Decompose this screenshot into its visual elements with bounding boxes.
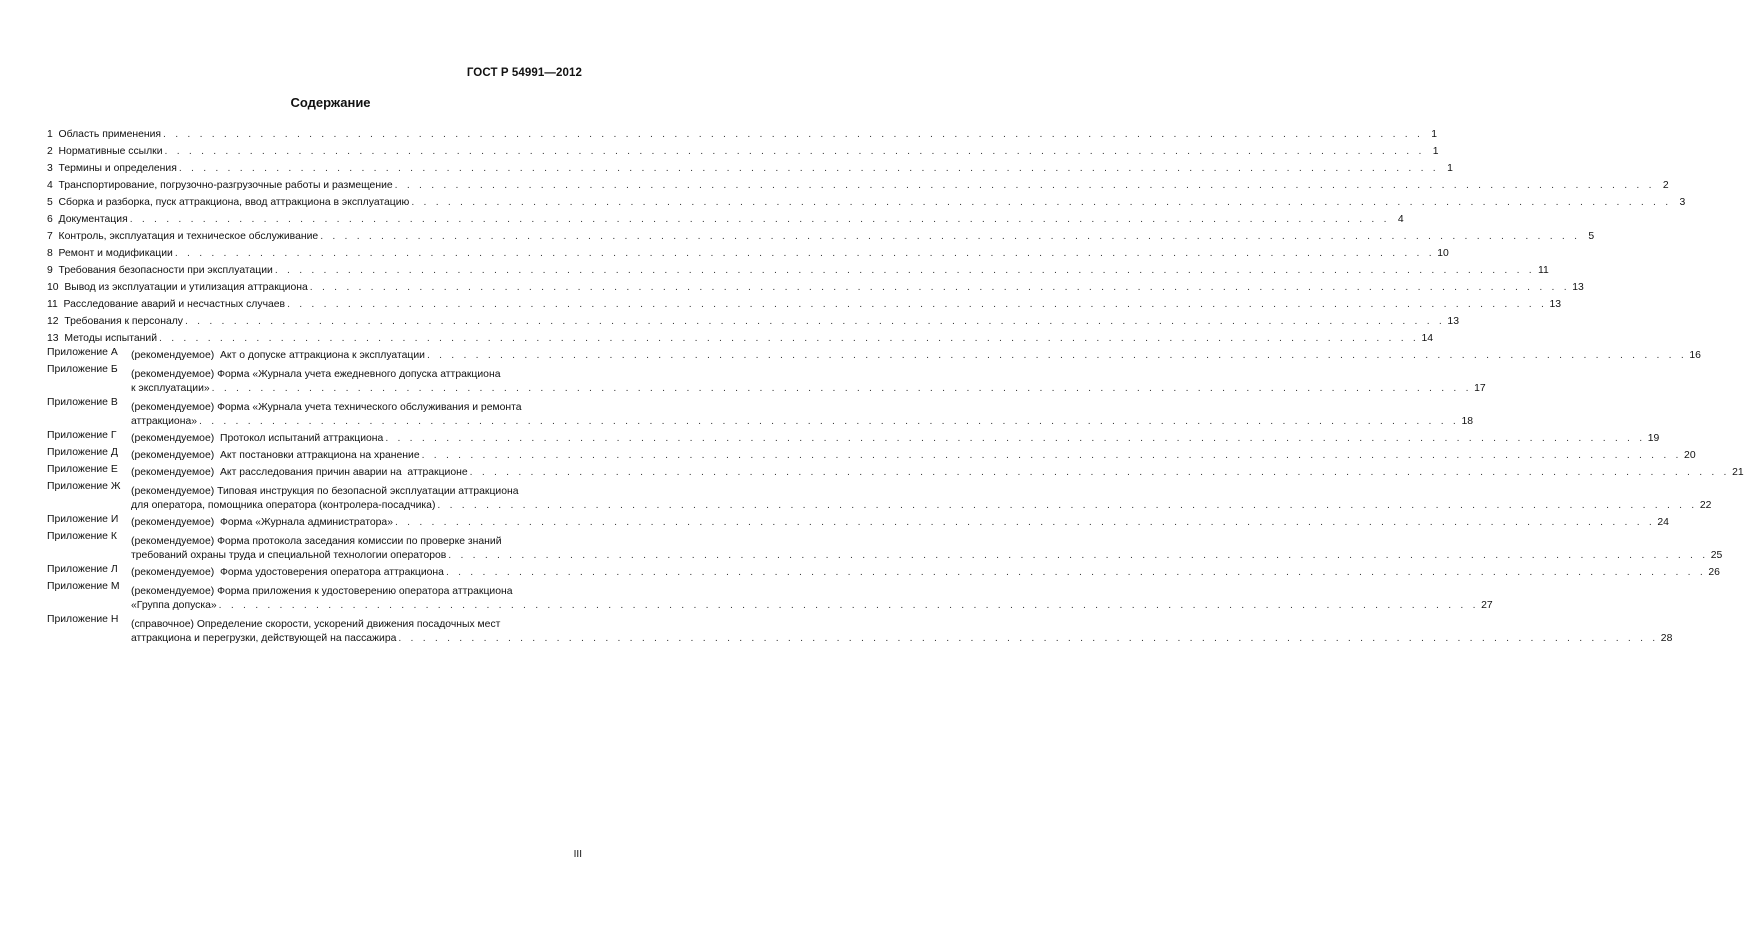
appendix-name: Приложение Ж [47, 481, 121, 492]
toc-entry-page: 22 [1699, 500, 1712, 511]
appendix-title: (рекомендуемое) Протокол испытаний аттракциона [131, 433, 384, 444]
toc-entry-page: 19 [1647, 433, 1660, 444]
toc-entry[interactable] [47, 329, 1433, 346]
toc-appendix[interactable] [47, 346, 1701, 363]
toc-entry-page: 25 [1710, 550, 1723, 561]
appendix-title-cont: «Группа допуска» [131, 600, 217, 611]
toc-entry[interactable] [47, 227, 1595, 244]
leader-dots [427, 349, 1687, 363]
table-of-contents [47, 125, 1744, 646]
toc-entry-label: 2 Нормативные ссылки [47, 146, 163, 157]
toc-entry[interactable] [47, 125, 1438, 142]
appendix-title: (рекомендуемое) Форма приложения к удостоверению оператора аттракциона [131, 586, 513, 597]
toc-appendix[interactable] [47, 530, 1723, 563]
appendix-name: Приложение Г [47, 430, 117, 441]
document-header: ГОСТ Р 54991—2012 [466, 67, 582, 79]
toc-appendix[interactable] [47, 580, 1493, 613]
toc-entry-page: 16 [1689, 350, 1701, 361]
toc-entry-page: 2 [1662, 180, 1669, 191]
toc-appendix[interactable] [47, 480, 1712, 513]
appendix-title-cont: требований охраны труда и специальной технологии операторов [131, 550, 447, 561]
leader-dots [212, 382, 1472, 396]
toc-entry-page: 1 [1432, 146, 1439, 157]
leader-dots [165, 145, 1425, 159]
toc-entry[interactable] [47, 210, 1404, 227]
leader-dots [163, 128, 1423, 142]
toc-entry[interactable] [47, 295, 1562, 312]
appendix-name: Приложение Л [47, 564, 118, 575]
toc-entry[interactable] [47, 261, 1549, 278]
toc-entry-page: 14 [1421, 333, 1433, 344]
leader-dots [422, 449, 1682, 463]
toc-entry-label: 13 Методы испытаний [47, 333, 158, 344]
toc-entry-page: 10 [1437, 248, 1449, 259]
leader-dots [398, 632, 1658, 646]
toc-entry-page: 1 [1447, 163, 1453, 174]
leader-dots [395, 516, 1655, 530]
toc-entry-page: 24 [1657, 517, 1669, 528]
toc-entry-page: 26 [1708, 567, 1720, 578]
toc-entry-page: 13 [1572, 282, 1584, 293]
appendix-name: Приложение А [47, 347, 118, 358]
toc-entry-page: 27 [1481, 600, 1493, 611]
leader-dots [395, 179, 1655, 193]
appendix-name: Приложение Д [47, 447, 118, 458]
toc-entry[interactable] [47, 312, 1459, 329]
toc-entry-page: 11 [1538, 265, 1549, 276]
toc-appendix[interactable] [47, 363, 1486, 396]
toc-entry-page: 18 [1461, 416, 1473, 427]
appendix-title: (рекомендуемое) Форма протокола заседания комиссии по проверке знаний [131, 536, 502, 547]
leader-dots [287, 298, 1547, 312]
toc-entry[interactable] [47, 278, 1584, 295]
toc-entry-label: 4 Транспортирование, погрузочно-разгрузочные работы и размещение [47, 180, 393, 191]
appendix-title-cont: аттракциона и перегрузки, действующей на пассажира [131, 633, 397, 644]
appendix-title-cont: для оператора, помощника оператора (контролера-посадчика) [131, 500, 436, 511]
toc-entry-page: 1 [1431, 129, 1438, 140]
leader-dots [219, 599, 1479, 613]
leader-dots [470, 466, 1730, 480]
toc-entry-page: 5 [1588, 231, 1595, 242]
toc-appendix[interactable] [47, 396, 1473, 429]
toc-appendix[interactable] [47, 613, 1673, 646]
toc-appendix[interactable] [47, 429, 1660, 446]
toc-entry-label: 7 Контроль, эксплуатация и техническое обслуживание [47, 231, 319, 242]
toc-appendix[interactable] [47, 513, 1669, 530]
leader-dots [446, 566, 1706, 580]
toc-appendix[interactable] [47, 563, 1720, 580]
toc-entry-page: 13 [1447, 316, 1459, 327]
toc-entry-label: 3 Термины и определения [47, 163, 177, 174]
toc-entry-page: 28 [1660, 633, 1673, 644]
toc-entry-label: 5 Сборка и разборка, пуск аттракциона, ввод аттракциона в эксплуатацию [47, 197, 410, 208]
appendix-title: (рекомендуемое) Форма «Журнала учета технического обслуживания и ремонта [131, 402, 522, 413]
appendix-title: (рекомендуемое) Форма удостоверения оператора аттракциона [131, 567, 444, 578]
appendix-name: Приложение К [47, 531, 117, 542]
appendix-name: Приложение И [47, 514, 119, 525]
leader-dots [199, 415, 1459, 429]
leader-dots [185, 315, 1445, 329]
appendix-name: Приложение М [47, 581, 120, 592]
leader-dots [179, 162, 1439, 176]
appendix-title: (рекомендуемое) Акт постановки аттракциона на хранение [131, 450, 420, 461]
page-title: Содержание [290, 95, 371, 110]
toc-entry-label: 1 Область применения [47, 129, 162, 140]
leader-dots [175, 247, 1435, 261]
appendix-name: Приложение Н [47, 614, 119, 625]
leader-dots [411, 196, 1671, 210]
appendix-title: (рекомендуемое) Форма «Журнала администратора» [131, 517, 393, 528]
toc-entry[interactable] [47, 142, 1439, 159]
appendix-title-cont: аттракциона» [131, 416, 198, 427]
appendix-title: (рекомендуемое) Акт расследования причин аварии на аттракционе [131, 467, 468, 478]
leader-dots [159, 332, 1419, 346]
toc-entry-label: 12 Требования к персоналу [47, 316, 183, 327]
appendix-name: Приложение Е [47, 464, 118, 475]
toc-entry[interactable] [47, 193, 1686, 210]
leader-dots [385, 432, 1645, 446]
appendix-name: Приложение В [47, 397, 118, 408]
appendix-title: (рекомендуемое) Типовая инструкция по безопасной эксплуатации аттракциона [131, 486, 519, 497]
toc-entry-label: 8 Ремонт и модификации [47, 248, 173, 259]
toc-entry-page: 17 [1474, 383, 1486, 394]
toc-entry-page: 4 [1397, 214, 1404, 225]
leader-dots [130, 213, 1390, 227]
page-number: III [573, 849, 582, 860]
appendix-name: Приложение Б [47, 364, 118, 375]
leader-dots [320, 230, 1580, 244]
toc-entry-page: 13 [1549, 299, 1562, 310]
appendix-title: (рекомендуемое) Форма «Журнала учета ежедневного допуска аттракциона [131, 369, 501, 380]
appendix-title: (рекомендуемое) Акт о допуске аттракциона к эксплуатации [131, 350, 425, 361]
toc-entry-label: 10 Вывод из эксплуатации и утилизация аттракциона [47, 282, 308, 293]
appendix-title-cont: к эксплуатации» [131, 383, 210, 394]
toc-entry-label: 6 Документация [47, 214, 128, 225]
leader-dots [310, 281, 1570, 295]
leader-dots [275, 264, 1535, 278]
toc-entry-page: 21 [1732, 467, 1744, 478]
appendix-title: (справочное) Определение скорости, ускорений движения посадочных мест [131, 619, 501, 630]
toc-appendix[interactable] [47, 446, 1696, 463]
toc-entry-page: 3 [1679, 197, 1686, 208]
toc-appendix[interactable] [47, 463, 1744, 480]
toc-entry-label: 9 Требования безопасности при эксплуатации [47, 265, 273, 276]
toc-entry[interactable] [47, 159, 1453, 176]
toc-entry[interactable] [47, 244, 1449, 261]
leader-dots [448, 549, 1708, 563]
toc-entry-label: 11 Расследование аварий и несчастных случаев [47, 299, 286, 310]
leader-dots [437, 499, 1697, 513]
toc-entry[interactable] [47, 176, 1669, 193]
toc-entry-page: 20 [1684, 450, 1696, 461]
